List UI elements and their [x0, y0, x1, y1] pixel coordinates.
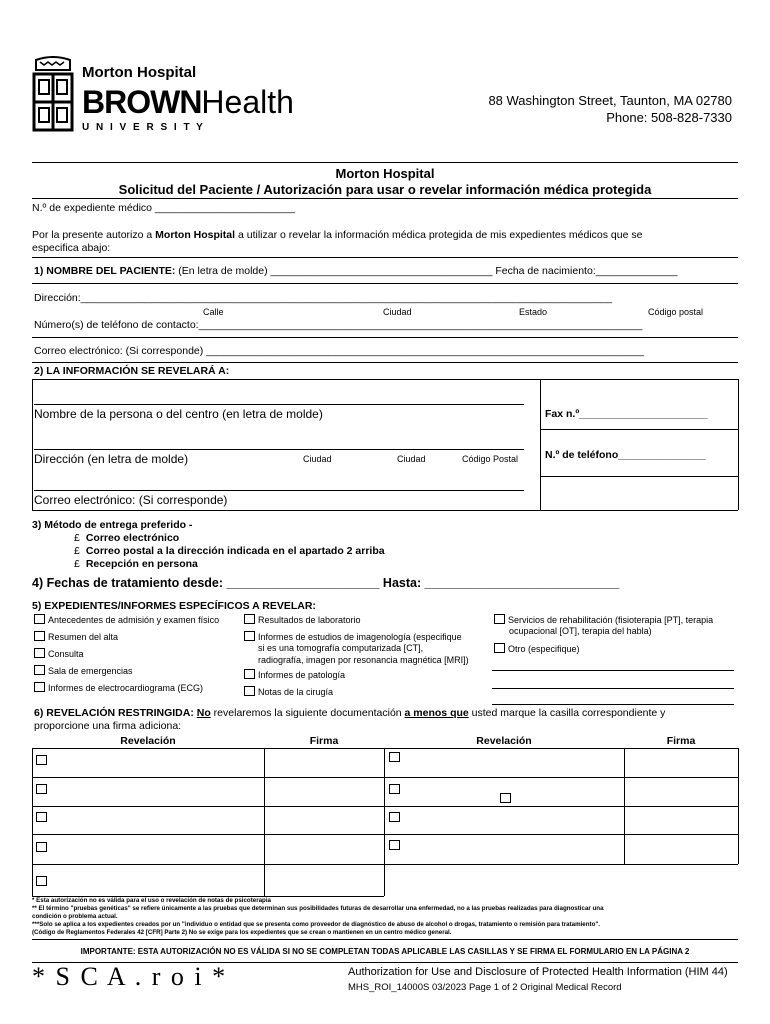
delivery-mail-label: Correo postal a la dirección indicada en el apartado 2 arriba: [85, 545, 385, 557]
record-pathology-checkbox[interactable]: [244, 669, 255, 679]
title-line1: Morton Hospital: [335, 166, 435, 181]
restricted-left-checkbox-5[interactable]: [36, 876, 47, 886]
record-er[interactable]: [34, 665, 133, 676]
footnote-5: (Código de Reglamentos Federales 42 [CFR] Parte 2) No se exige para los expedientes que se crean o mantienen en un centro médico general.: [32, 929, 452, 936]
restricted-right-checkbox-2[interactable]: [389, 784, 400, 794]
record-discharge[interactable]: [34, 631, 118, 642]
record-ecg-checkbox[interactable]: [34, 682, 45, 692]
record-surgery-label: Notas de la cirugía: [258, 687, 334, 697]
delivery-inperson-option[interactable]: [74, 558, 198, 570]
footnote-3: condición o problema actual.: [32, 913, 118, 920]
footnote-4: ***Solo se aplica a los expedientes creados por un "individuo o entidad que se presenta como proveedor de diagnóstico de abuso de alcohol o drogas, tratamiento o remisión para tratamiento".: [32, 921, 601, 928]
record-rehab[interactable]: [494, 614, 713, 625]
record-consult-checkbox[interactable]: [34, 648, 45, 658]
patient-name-label: 1) NOMBRE DEL PACIENTE:: [34, 265, 176, 277]
restricted-right-checkbox-extra[interactable]: [500, 793, 511, 803]
footnote-2: ** El término "pruebas genéticas" se refiere únicamente a las pruebas que determinan sus posibilidades futuras de desarrollar una enfermedad, no a las pruebas realizadas para diagnosticar una: [32, 905, 604, 912]
patient-email-field[interactable]: Correo electrónico: (Si corresponde) ___________________________________________________________________________: [34, 345, 645, 357]
recipient-fax-field[interactable]: Fax n.º______________________: [545, 408, 708, 420]
intro-line2: especifica abajo:: [32, 242, 111, 254]
record-lab-label: Resultados de laboratorio: [258, 615, 361, 625]
logo: [30, 56, 294, 136]
recipient-name-label[interactable]: Nombre de la persona o del centro (en letra de molde): [34, 407, 323, 421]
section2-heading: 2) LA INFORMACIÓN SE REVELARÁ A:: [34, 365, 230, 377]
section6-amenos: a menos que: [404, 707, 469, 719]
section6-mid: revelaremos la siguiente documentación: [210, 707, 405, 719]
header-divider: [32, 162, 738, 163]
recipient-email-label[interactable]: Correo electrónico: (Si corresponde): [34, 493, 228, 507]
record-er-checkbox[interactable]: [34, 665, 45, 675]
record-discharge-label: Resumen del alta: [48, 632, 119, 642]
col-header-firma-right: Firma: [666, 735, 696, 747]
logo-hospital-name: Morton Hospital: [82, 64, 197, 81]
record-rehab-label: Servicios de rehabilitación (fisioterapia [PT], terapia: [508, 615, 714, 625]
restricted-right-checkbox-4[interactable]: [389, 840, 400, 850]
hospital-address: 88 Washington Street, Taunton, MA 02780: [488, 93, 732, 108]
patient-name-field[interactable]: (En letra de molde) ______________________________________ Fecha de nacimiento:______________: [175, 265, 678, 277]
section6-no: No: [196, 707, 211, 719]
sub-estado: Estado: [519, 307, 548, 317]
record-consult[interactable]: [34, 648, 84, 659]
restricted-left-checkbox-3[interactable]: [36, 812, 47, 822]
sub-calle: Calle: [203, 307, 224, 317]
recipient-ciudad1: Ciudad: [303, 454, 332, 464]
delivery-inperson-checkbox[interactable]: £: [74, 558, 80, 570]
record-imaging-checkbox[interactable]: [244, 631, 255, 641]
record-number[interactable]: N.º de expediente médico ________________________: [32, 202, 296, 214]
record-er-label: Sala de emergencias: [48, 666, 133, 676]
record-imaging[interactable]: [244, 631, 462, 642]
other-specify-line1[interactable]: [492, 670, 734, 671]
restricted-table: [32, 734, 738, 896]
delivery-inperson-label: Recepción en persona: [85, 558, 198, 570]
record-lab-checkbox[interactable]: [244, 614, 255, 624]
section6-heading: [34, 707, 665, 719]
logo-brand: [82, 84, 294, 120]
important-notice: IMPORTANTE: ESTA AUTORIZACIÓN NO ES VÁLIDA SI NO SE COMPLETAN TODAS APLICABLE LAS CASILLAS Y SE FIRMA EL FORMULARIO EN LA PÁGINA 2: [80, 947, 690, 956]
record-lab[interactable]: [244, 614, 361, 625]
other-specify-line3[interactable]: [492, 704, 734, 705]
barcode-text: * S C A . r o i *: [32, 962, 228, 991]
record-imaging-label: Informes de estudios de imagenología (especifique: [258, 632, 462, 642]
recipient-address-label[interactable]: Dirección (en letra de molde): [34, 452, 189, 466]
record-admission-label: Antecedentes de admisión y examen físico: [48, 615, 220, 625]
hospital-phone: Phone: 508-828-7330: [606, 110, 732, 125]
delivery-mail-checkbox[interactable]: £: [74, 545, 80, 557]
restricted-right-checkbox-3[interactable]: [389, 812, 400, 822]
form-title: Authorization for Use and Disclosure of Protected Health Information (HIM 44): [348, 966, 728, 978]
other-specify-line2[interactable]: [492, 688, 734, 689]
section6-heading-bold: 6) REVELACIÓN RESTRINGIDA:: [34, 707, 197, 719]
record-pathology-label: Informes de patología: [258, 670, 346, 680]
record-admission[interactable]: [34, 614, 219, 625]
record-surgery[interactable]: [244, 686, 333, 697]
sub-ciudad: Ciudad: [383, 307, 412, 317]
intro-bold: Morton Hospital: [155, 229, 236, 241]
restricted-left-checkbox-2[interactable]: [36, 784, 47, 794]
record-imaging-l3: radiografía, imagen por resonancia magnética [MRI]): [258, 655, 469, 665]
sub-codigo-postal: Código postal: [648, 307, 704, 317]
address-field[interactable]: Dirección:___________________________________________________________________________________________: [34, 292, 613, 304]
title-line2: Solicitud del Paciente / Autorización para usar o revelar información médica protegida: [118, 182, 652, 197]
intro-post: a utilizar o revelar la información médica protegida de mis expedientes médicos que se: [235, 229, 643, 241]
col-header-revelacion-right: Revelación: [476, 735, 532, 747]
section5-heading: 5) EXPEDIENTES/INFORMES ESPECÍFICOS A REVELAR:: [32, 600, 316, 612]
treatment-dates-field[interactable]: 4) Fechas de tratamiento desde: ______________________ Hasta: ____________________________: [32, 576, 620, 590]
record-rehab-l2: ocupacional [OT], terapia del habla): [509, 626, 652, 636]
form-code: MHS_ROI_14000S 03/2023 Page 1 of 2 Original Medical Record: [348, 982, 622, 993]
restricted-left-checkbox-4[interactable]: [36, 842, 47, 852]
record-other-label: Otro (especifique): [508, 644, 580, 654]
patient-name-row[interactable]: [34, 265, 677, 277]
footnote-1: * Esta autorización no es válida para el uso o revelación de notas de psicoterapia: [32, 897, 271, 904]
restricted-left-checkbox-1[interactable]: [36, 755, 47, 765]
delivery-email-checkbox[interactable]: £: [74, 532, 80, 544]
delivery-email-label: Correo electrónico: [85, 532, 180, 544]
record-other[interactable]: [494, 643, 580, 654]
logo-brand-suffix: Health: [201, 84, 294, 120]
record-pathology[interactable]: [244, 669, 345, 680]
intro-text: [32, 229, 642, 241]
col-header-revelacion-left: Revelación: [120, 735, 176, 747]
record-admission-checkbox[interactable]: [34, 614, 45, 624]
contact-phone-field[interactable]: Número(s) de teléfono de contacto:____________________________________________________________________________: [34, 319, 643, 331]
section3-heading: 3) Método de entrega preferido -: [32, 519, 193, 531]
restricted-right-checkbox-1[interactable]: [389, 752, 400, 762]
section6-line2: proporcione una firma adiciona:: [34, 720, 182, 732]
delivery-email-option[interactable]: [74, 532, 179, 544]
record-other-checkbox[interactable]: [494, 643, 505, 653]
record-surgery-checkbox[interactable]: [244, 686, 255, 696]
record-rehab-checkbox[interactable]: [494, 614, 505, 624]
shield-crest-icon: [30, 56, 76, 134]
recipient-phone-field[interactable]: N.º de teléfono_______________: [545, 449, 706, 461]
recipient-codigo-postal: Código Postal: [462, 454, 519, 464]
col-header-firma-left: Firma: [309, 735, 339, 747]
logo-brand-sub: U N I V E R S I T Y: [82, 122, 205, 133]
record-ecg[interactable]: [34, 682, 203, 693]
record-imaging-l2: si es una tomografía computarizada [CT],: [258, 643, 424, 653]
section6-post: usted marque la casilla correspondiente y: [468, 707, 666, 719]
intro-pre: Por la presente autorizo a: [32, 229, 156, 241]
delivery-mail-option[interactable]: [74, 545, 385, 557]
logo-brand-main: BROWN: [82, 84, 202, 120]
recipient-ciudad2: Ciudad: [397, 454, 426, 464]
record-discharge-checkbox[interactable]: [34, 631, 45, 641]
record-consult-label: Consulta: [48, 649, 84, 659]
record-ecg-label: Informes de electrocardiograma (ECG): [48, 683, 204, 693]
